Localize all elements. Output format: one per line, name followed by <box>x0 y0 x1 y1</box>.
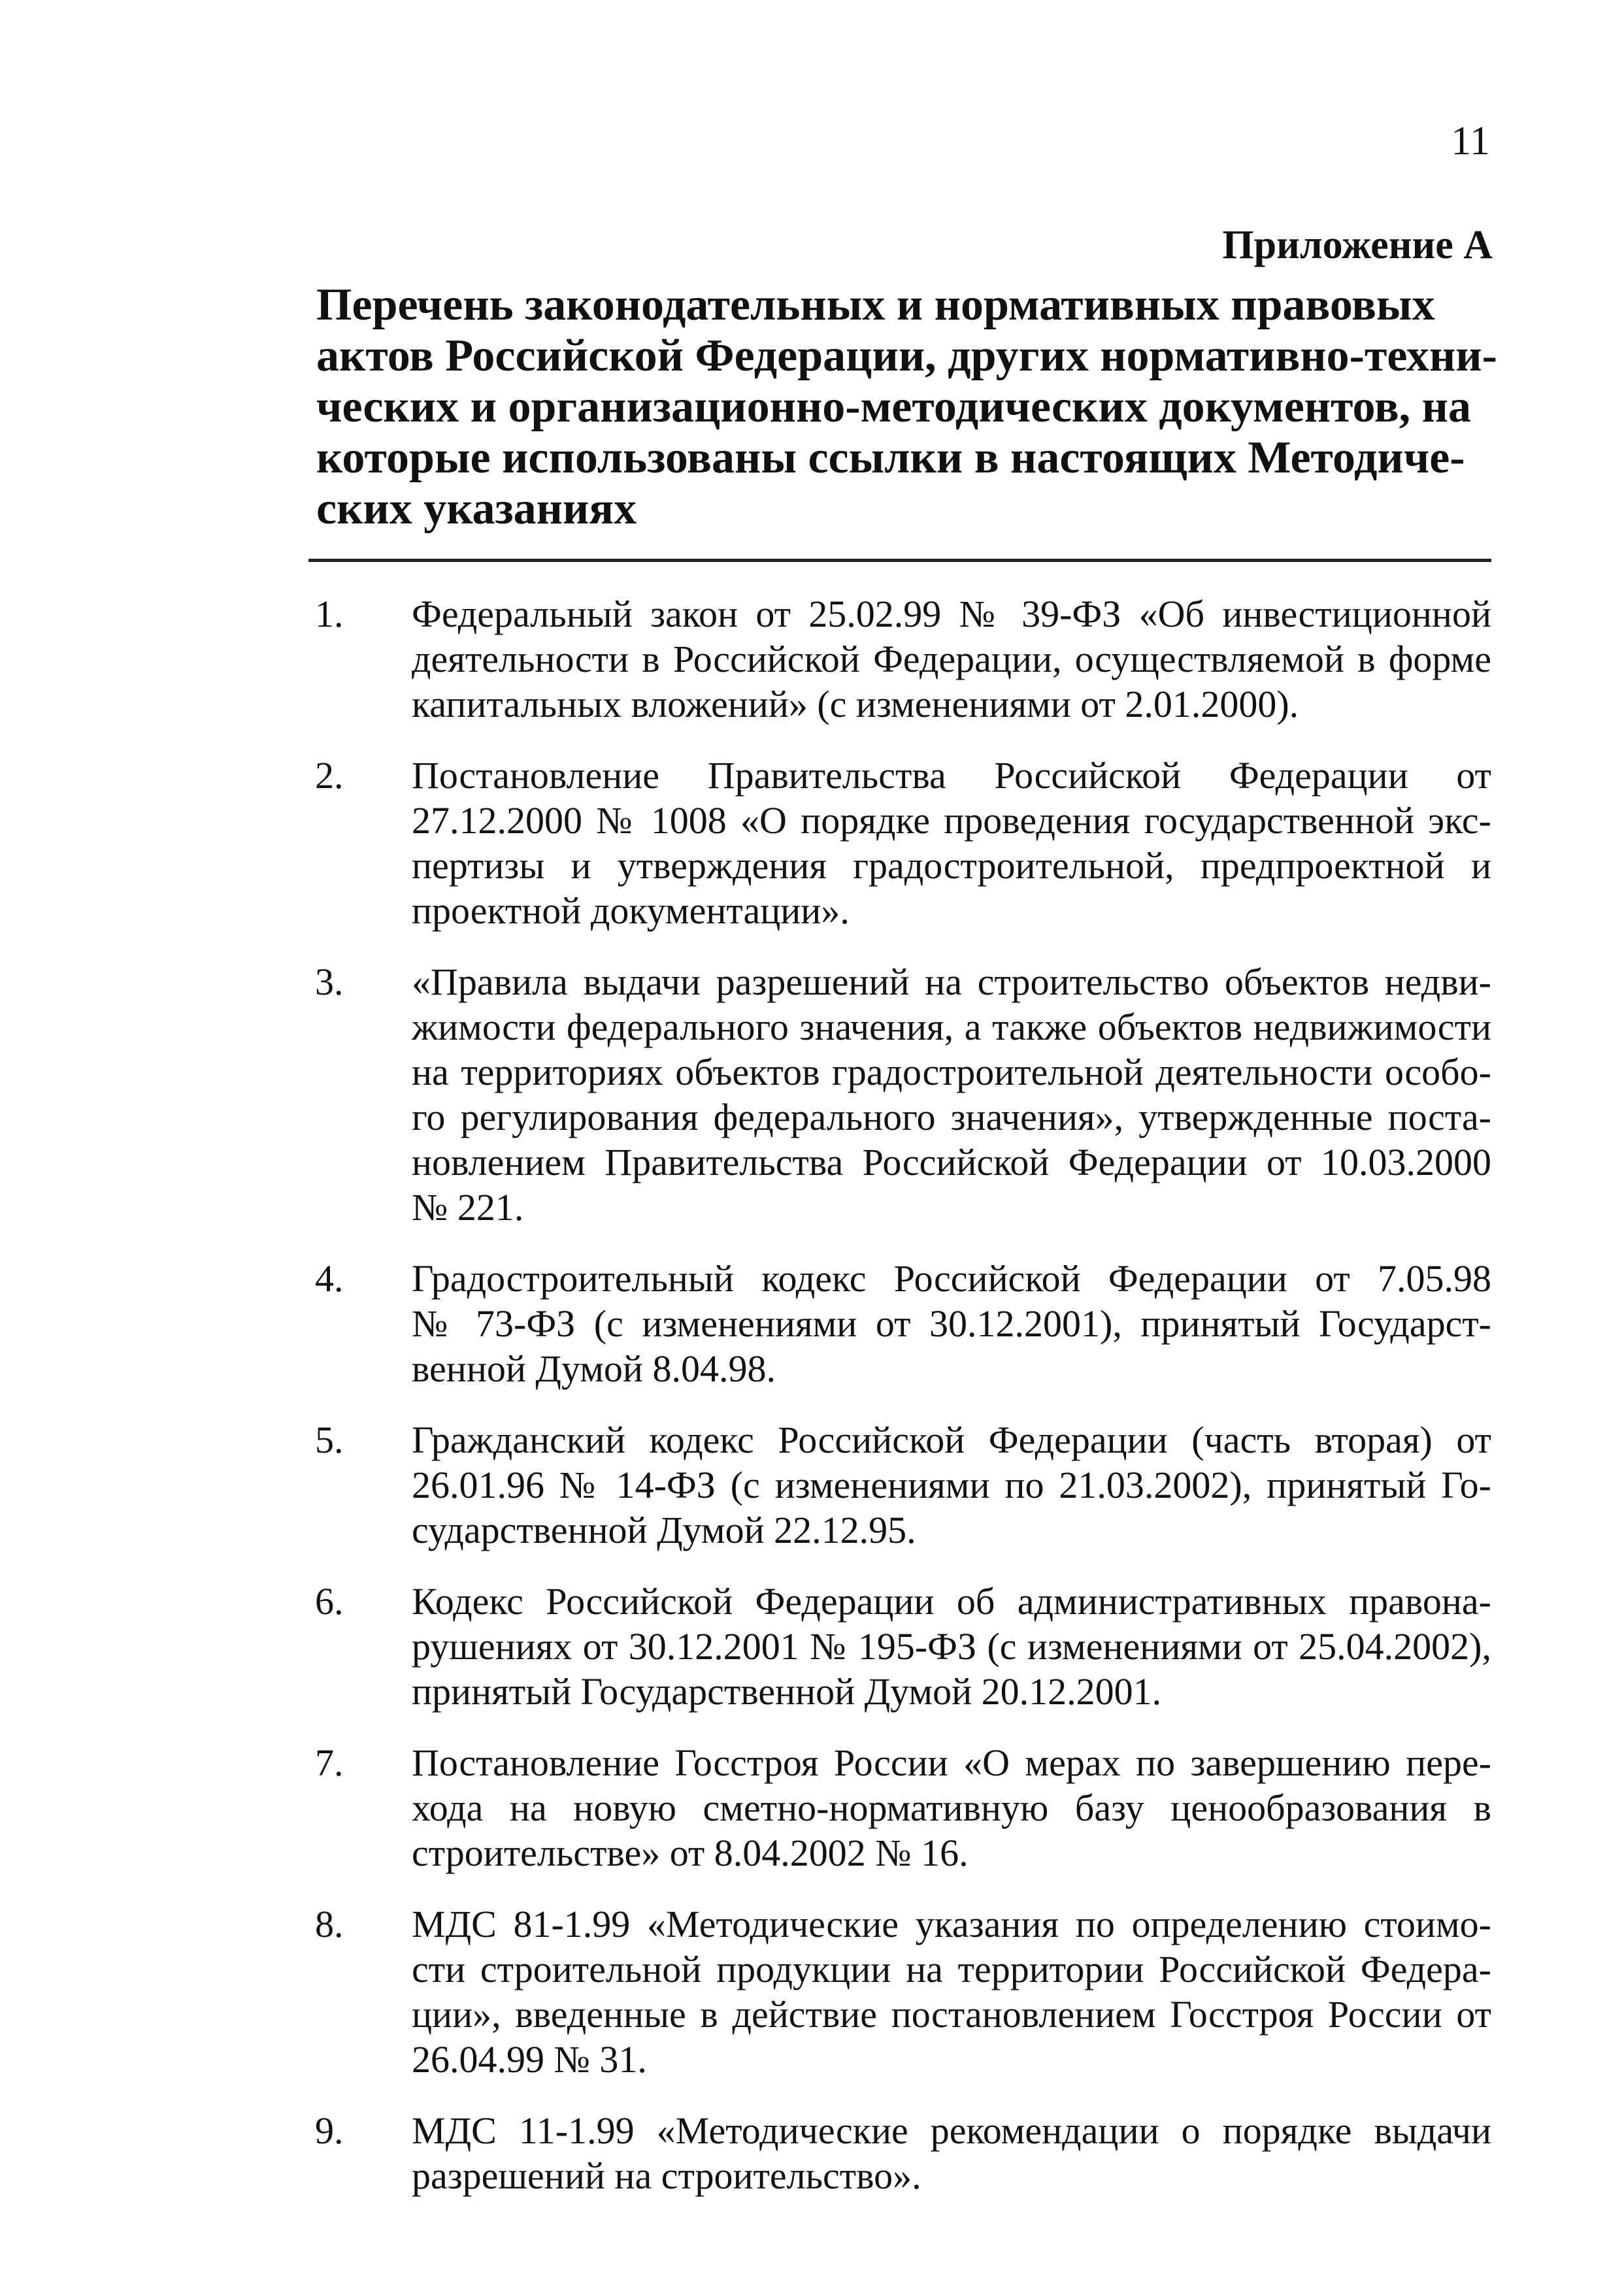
item-line: № 73-ФЗ (с изменениями от 30.12.2001), принятый Государст- <box>412 1302 1491 1345</box>
item-line: МДС 81-1.99 «Методические указания по определению стоимо- <box>412 1903 1491 1945</box>
item-line: МДС 11-1.99 «Методические рекомендации о порядке выдачи <box>412 2109 1491 2152</box>
item-line: сударственной Думой 22.12.95. <box>412 1509 916 1551</box>
list-item <box>315 2108 1491 2198</box>
appendix-label: Приложение А <box>1222 223 1493 267</box>
item-text <box>412 1256 1491 1391</box>
item-line: пертизы и утверждения градостроительной, предпроектной и <box>412 844 1491 887</box>
item-text <box>412 2108 1491 2198</box>
title-line: актов Российской Федерации, других нормативно-техни- <box>316 331 1497 381</box>
list-item <box>315 753 1491 933</box>
item-line: Постановление Госстроя России «О мерах по завершению пере- <box>412 1741 1491 1784</box>
item-number: 7. <box>315 1741 344 1784</box>
list-item <box>315 1256 1491 1391</box>
item-text <box>412 1579 1491 1714</box>
item-line: го регулирования федерального значения», утвержденные поста- <box>412 1096 1491 1138</box>
title-line: ских указаниях <box>316 484 637 534</box>
item-text <box>412 1902 1491 2082</box>
item-number: 2. <box>315 754 344 797</box>
item-line: Кодекс Российской Федерации об административных правона- <box>412 1580 1491 1623</box>
item-number: 6. <box>315 1580 344 1623</box>
document-title <box>316 280 1497 535</box>
item-text <box>412 959 1491 1230</box>
item-line: жимости федерального значения, а также объектов недвижимости <box>412 1006 1491 1048</box>
title-divider <box>308 559 1491 562</box>
item-line: венной Думой 8.04.98. <box>412 1347 776 1390</box>
list-item <box>315 959 1491 1230</box>
item-line: на территориях объектов градостроительной деятельности особо- <box>412 1051 1491 1093</box>
item-text <box>412 1417 1491 1553</box>
item-line: 26.01.96 № 14-ФЗ (с изменениями по 21.03.2002), принятый Го- <box>412 1464 1491 1506</box>
item-number: 3. <box>315 961 344 1003</box>
item-number: 1. <box>315 593 344 635</box>
item-line: ции», введенные в действие постановлением Госстроя России от <box>412 1993 1491 2036</box>
item-line: принятый Государственной Думой 20.12.2001. <box>412 1670 1162 1713</box>
list-item <box>315 591 1491 727</box>
list-item <box>315 1740 1491 1875</box>
title-line: Перечень законодательных и нормативных правовых <box>316 280 1435 330</box>
item-line: 27.12.2000 № 1008 «О порядке проведения государственной экс- <box>412 799 1491 842</box>
reference-list <box>315 591 1491 2224</box>
item-line: капитальных вложений» (с изменениями от 2.01.2000). <box>412 683 1299 725</box>
title-line: которые использованы ссылки в настоящих Методиче- <box>316 433 1465 483</box>
item-line: сти строительной продукции на территории Российской Федера- <box>412 1948 1491 1990</box>
title-line: ческих и организационно-методических документов, на <box>316 382 1471 432</box>
item-line: «Правила выдачи разрешений на строительство объектов недви- <box>412 961 1491 1003</box>
item-line: новлением Правительства Российской Федерации от 10.03.2000 <box>412 1141 1491 1183</box>
item-line: разрешений на строительство». <box>412 2154 921 2197</box>
item-number: 8. <box>315 1903 344 1945</box>
item-number: 5. <box>315 1419 344 1461</box>
item-line: Гражданский кодекс Российской Федерации (часть вторая) от <box>412 1419 1491 1461</box>
item-line: Постановление Правительства Российской Федерации от <box>412 754 1491 797</box>
item-line: Федеральный закон от 25.02.99 № 39-ФЗ «Об инвестиционной <box>412 593 1491 635</box>
item-line: хода на новую сметно-нормативную базу ценообразования в <box>412 1787 1491 1829</box>
item-text <box>412 753 1491 933</box>
item-line: строительстве» от 8.04.2002 № 16. <box>412 1832 969 1874</box>
list-item <box>315 1579 1491 1714</box>
list-item <box>315 1417 1491 1553</box>
item-line: деятельности в Российской Федерации, осуществляемой в форме <box>412 638 1491 680</box>
item-line: 26.04.99 № 31. <box>412 2038 647 2081</box>
item-text <box>412 591 1491 727</box>
item-line: проектной документации». <box>412 889 850 932</box>
item-line: рушениях от 30.12.2001 № 195-ФЗ (с изменениями от 25.04.2002), <box>412 1625 1491 1668</box>
page-number: 11 <box>1451 119 1490 163</box>
item-number: 9. <box>315 2109 344 2152</box>
item-text <box>412 1740 1491 1875</box>
item-number: 4. <box>315 1257 344 1300</box>
item-line: № 221. <box>412 1186 524 1229</box>
item-line: Градостроительный кодекс Российской Федерации от 7.05.98 <box>412 1257 1491 1300</box>
list-item <box>315 1902 1491 2082</box>
